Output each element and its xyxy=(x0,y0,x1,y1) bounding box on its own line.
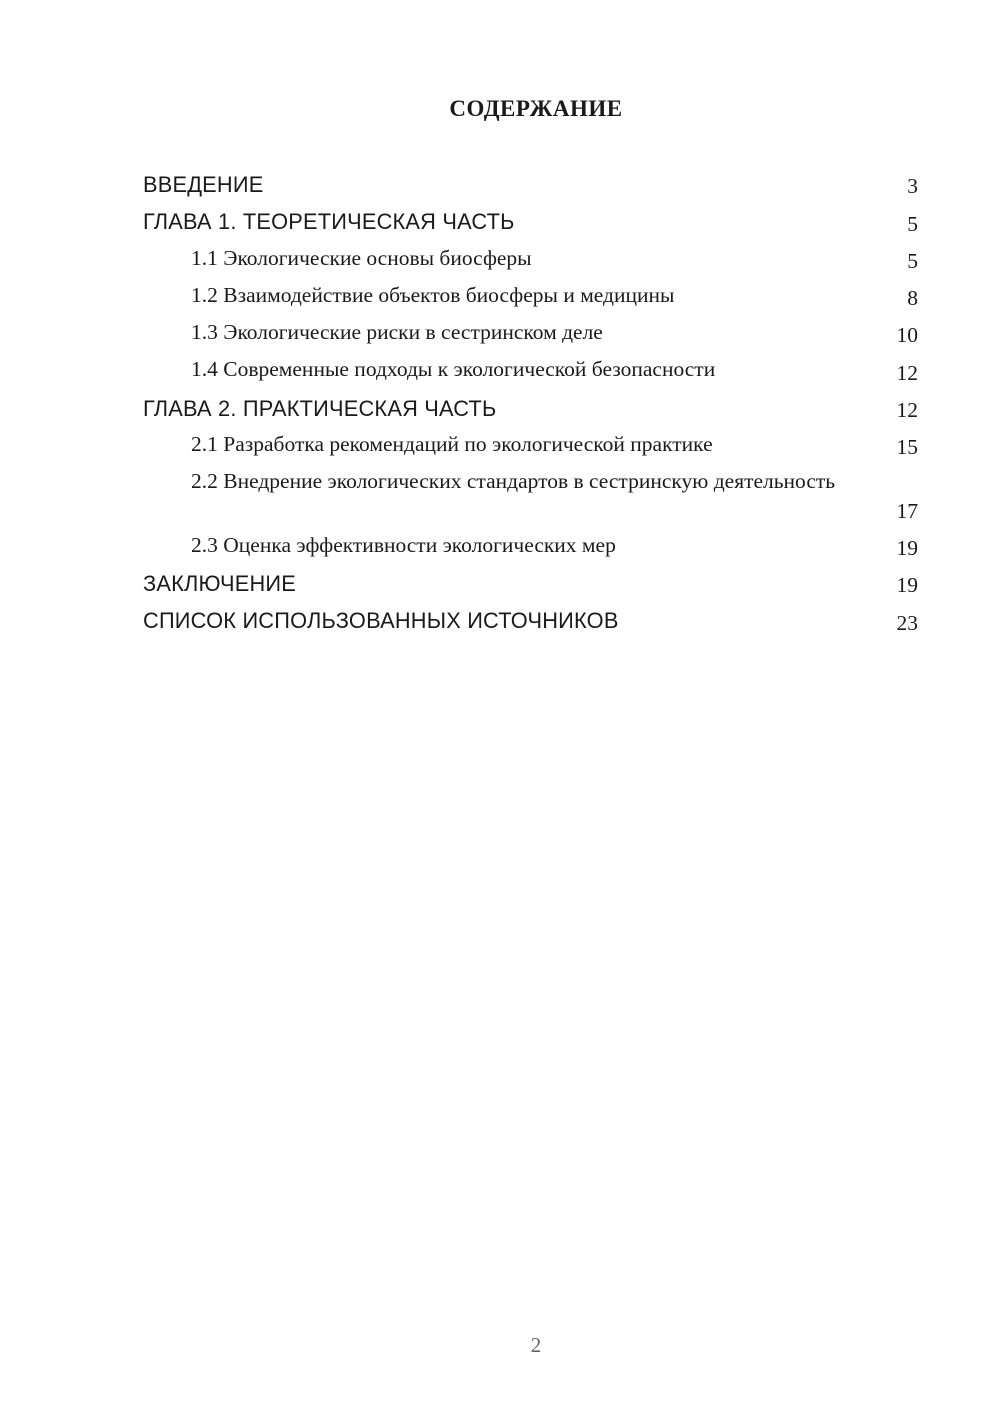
toc-entry-introduction[interactable] xyxy=(143,170,918,207)
toc-entry-text: ГЛАВА 1. ТЕОРЕТИЧЕСКАЯ ЧАСТЬ xyxy=(143,209,515,235)
toc-entry-text: 1.2 Взаимодействие объектов биосферы и медицины xyxy=(191,282,675,307)
toc-entry-text: 2.2 Внедрение экологических стандартов в сестринскую деятельность xyxy=(191,469,836,494)
toc-entry-page: 19 xyxy=(896,573,918,598)
toc-entry-page: 10 xyxy=(896,323,918,348)
toc-entry-section-1-1[interactable] xyxy=(143,245,918,282)
toc-entry-chapter-1[interactable] xyxy=(143,207,918,244)
toc-entry-section-1-3[interactable] xyxy=(143,319,918,356)
toc-entry-text: 2.1 Разработка рекомендаций по экологической практике xyxy=(191,432,713,457)
toc-entry-page: 8 xyxy=(907,286,918,311)
page-number: 2 xyxy=(530,1333,542,1357)
toc-entry-section-1-4[interactable] xyxy=(143,356,918,393)
toc-entry-references[interactable] xyxy=(143,606,918,643)
toc-entry-chapter-2[interactable] xyxy=(143,394,918,431)
toc-entry-section-1-2[interactable] xyxy=(143,282,918,319)
page-title: СОДЕРЖАНИЕ xyxy=(449,96,623,121)
toc-entry-conclusion[interactable] xyxy=(143,569,918,606)
toc-entry-text: 1.1 Экологические основы биосферы xyxy=(191,245,532,270)
toc-entry-text: СПИСОК ИСПОЛЬЗОВАННЫХ ИСТОЧНИКОВ xyxy=(143,608,619,634)
toc-entry-page: 12 xyxy=(896,398,918,423)
toc-entry-text: ЗАКЛЮЧЕНИЕ xyxy=(143,571,297,597)
toc-entry-section-2-3[interactable] xyxy=(143,532,918,569)
toc-entry-section-2-2[interactable] xyxy=(143,468,918,532)
toc-entry-page: 15 xyxy=(896,435,918,460)
toc-entry-text: 2.3 Оценка эффективности экологических мер xyxy=(191,532,616,557)
toc-entry-page: 3 xyxy=(907,174,918,199)
toc-entry-page: 12 xyxy=(896,360,918,385)
toc-entry-page: 23 xyxy=(896,610,918,635)
toc-entry-text: 1.3 Экологические риски в сестринском деле xyxy=(191,320,603,345)
toc-entry-text: ВВЕДЕНИЕ xyxy=(143,172,264,197)
toc-entry-page: 17 xyxy=(896,498,918,523)
table-of-contents xyxy=(143,170,918,644)
toc-entry-text: ГЛАВА 2. ПРАКТИЧЕСКАЯ ЧАСТЬ xyxy=(143,395,497,421)
toc-entry-page: 5 xyxy=(907,248,918,273)
toc-entry-page: 5 xyxy=(907,211,918,236)
toc-entry-section-2-1[interactable] xyxy=(143,431,918,468)
toc-entry-page: 19 xyxy=(896,536,918,561)
toc-entry-text: 1.4 Современные подходы к экологической безопасности xyxy=(191,357,716,382)
